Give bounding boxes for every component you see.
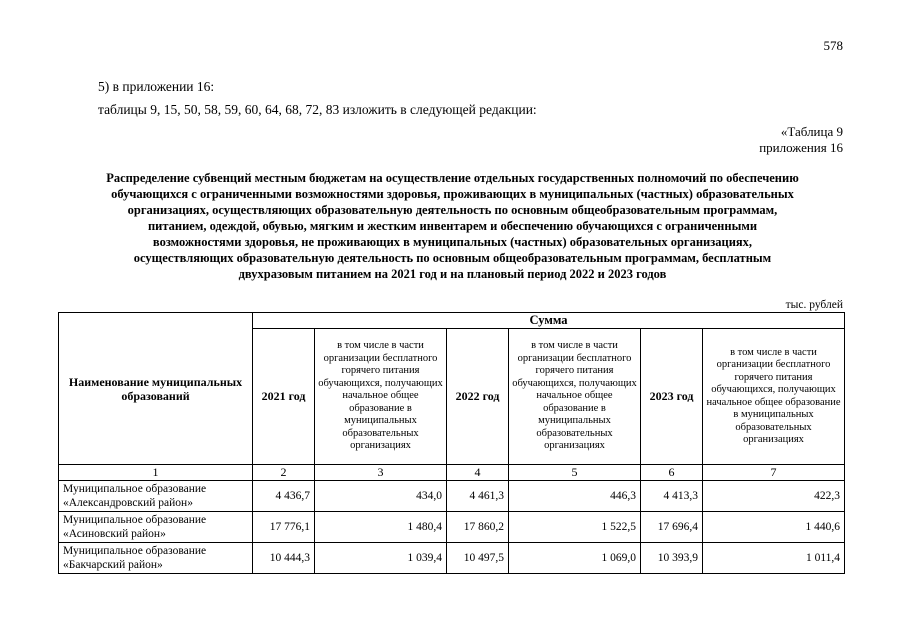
caption-line-1: «Таблица 9 xyxy=(780,124,843,139)
year-2023-header: 2023 год xyxy=(641,329,703,465)
column-number: 6 xyxy=(641,465,703,481)
name-column-header: Наименование муниципальных образований xyxy=(59,313,253,465)
value-cell: 1 011,4 xyxy=(703,543,845,574)
header-row-1 xyxy=(59,313,845,329)
column-number: 3 xyxy=(315,465,447,481)
table-row xyxy=(59,543,845,574)
subvention-table xyxy=(58,312,845,574)
value-cell: 446,3 xyxy=(509,481,641,512)
table-row xyxy=(59,481,845,512)
value-cell: 434,0 xyxy=(315,481,447,512)
document-title xyxy=(60,170,845,282)
sum-header: Сумма xyxy=(253,313,845,329)
name-line: Муниципальное образование xyxy=(63,514,207,526)
title-line: осуществляющих образовательную деятельность по основным общеобразовательным программам, бесплатным xyxy=(133,251,772,265)
column-number: 2 xyxy=(253,465,315,481)
value-cell: 4 413,3 xyxy=(641,481,703,512)
column-number: 5 xyxy=(509,465,641,481)
value-cell: 422,3 xyxy=(703,481,845,512)
name-line: «Бакчарский район» xyxy=(63,559,163,571)
value-cell: 10 497,5 xyxy=(447,543,509,574)
value-cell: 4 436,7 xyxy=(253,481,315,512)
name-line: «Асиновский район» xyxy=(63,528,166,540)
value-cell: 1 522,5 xyxy=(509,512,641,543)
desc-2023-header: в том числе в части организации бесплатного горячего питания обучающихся, получающих начальное общее образование в муниципальных образовательных организациях xyxy=(703,329,845,465)
intro-line-1: 5) в приложении 16: xyxy=(98,79,215,94)
desc-2022-header: в том числе в части организации бесплатного горячего питания обучающихся, получающих начальное общее образование в муниципальных образовательных организациях xyxy=(509,329,641,465)
column-number: 7 xyxy=(703,465,845,481)
municipality-name xyxy=(59,543,253,574)
column-number: 1 xyxy=(59,465,253,481)
caption-line-2: приложения 16 xyxy=(759,140,843,155)
desc-2021-header: в том числе в части организации бесплатного горячего питания обучающихся, получающих начальное общее образование в муниципальных образовательных организациях xyxy=(315,329,447,465)
page-number: 578 xyxy=(823,38,843,53)
column-number: 4 xyxy=(447,465,509,481)
value-cell: 1 440,6 xyxy=(703,512,845,543)
municipality-name xyxy=(59,481,253,512)
units-label: тыс. рублей xyxy=(785,299,843,311)
value-cell: 17 860,2 xyxy=(447,512,509,543)
value-cell: 10 393,9 xyxy=(641,543,703,574)
intro-line-2: таблицы 9, 15, 50, 58, 59, 60, 64, 68, 72, 83 изложить в следующей редакции: xyxy=(98,102,537,117)
year-2022-header: 2022 год xyxy=(447,329,509,465)
title-line: питанием, одеждой, обувью, мягким и жестким инвентарем и обеспечению обучающихся с ограниченными xyxy=(147,219,758,233)
title-line: Распределение субвенций местным бюджетам на осуществление отдельных государственных полномочий по обеспечению xyxy=(106,171,799,185)
value-cell: 4 461,3 xyxy=(447,481,509,512)
value-cell: 1 069,0 xyxy=(509,543,641,574)
municipality-name xyxy=(59,512,253,543)
name-line: Муниципальное образование xyxy=(63,545,207,557)
value-cell: 17 776,1 xyxy=(253,512,315,543)
value-cell: 17 696,4 xyxy=(641,512,703,543)
name-line: Муниципальное образование xyxy=(63,483,207,495)
column-number-row xyxy=(59,465,845,481)
title-line: организациях, осуществляющих образовательную деятельность по основным общеобразовательным программам, xyxy=(127,203,778,217)
table-row xyxy=(59,512,845,543)
table-caption xyxy=(759,124,843,156)
value-cell: 1 480,4 xyxy=(315,512,447,543)
value-cell: 1 039,4 xyxy=(315,543,447,574)
year-2021-header: 2021 год xyxy=(253,329,315,465)
title-line: двухразовым питанием на 2021 год и на плановый период 2022 и 2023 годов xyxy=(238,267,667,281)
title-line: обучающихся с ограниченными возможностями здоровья, проживающих в муниципальных (частных) образовательных xyxy=(111,187,794,201)
name-line: «Александровский район» xyxy=(63,497,193,509)
value-cell: 10 444,3 xyxy=(253,543,315,574)
title-line: возможностями здоровья, не проживающих в муниципальных (частных) образовательных организациях, xyxy=(152,235,753,249)
